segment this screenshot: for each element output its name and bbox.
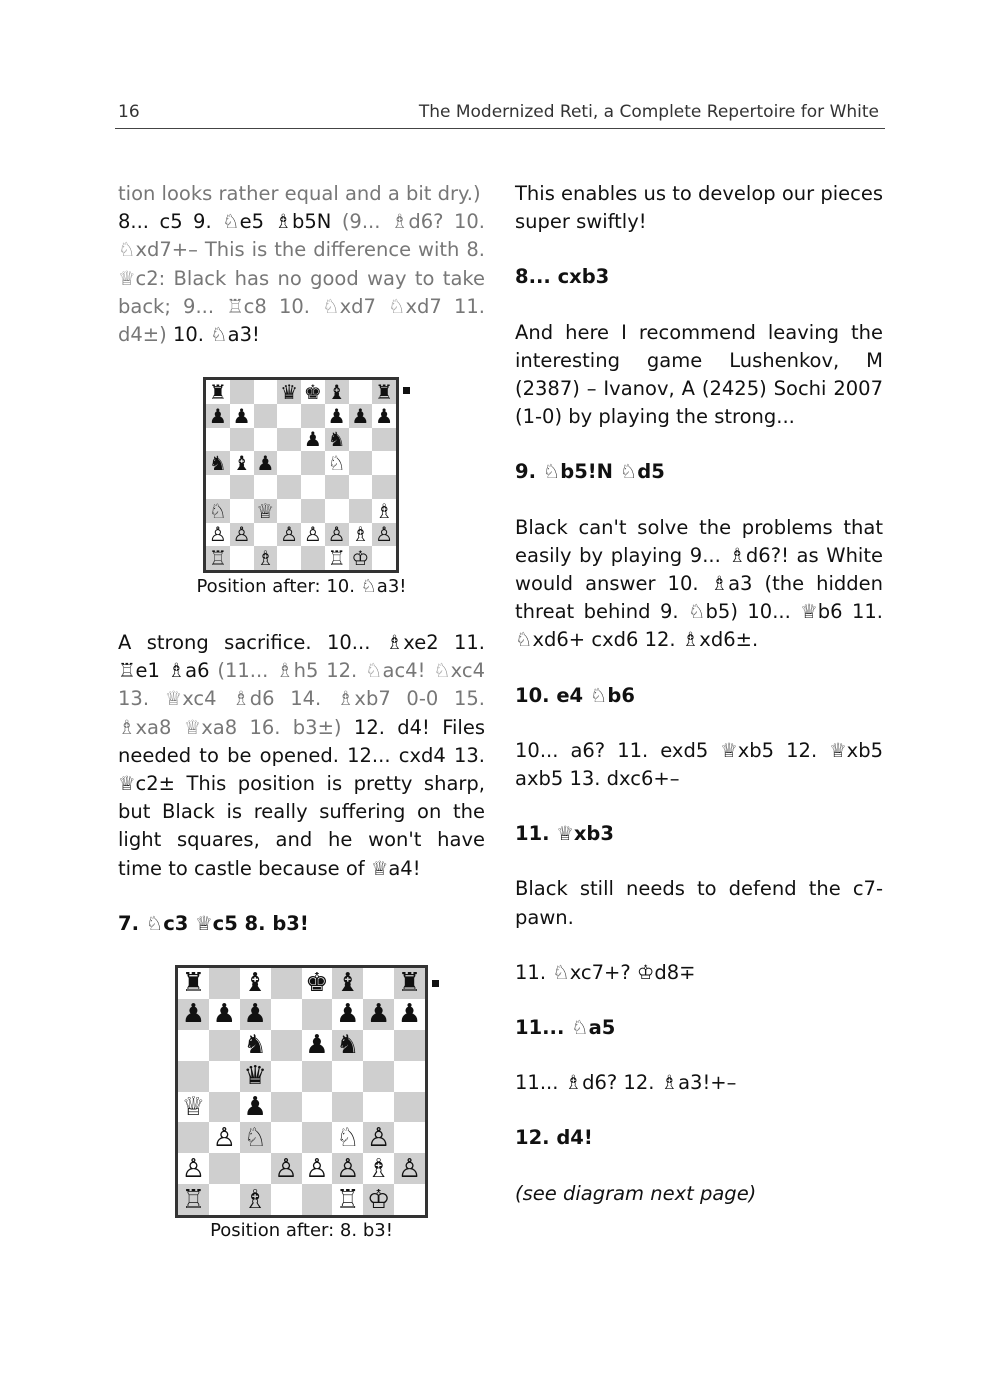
chess-piece-icon: ♗ xyxy=(367,1153,391,1184)
board-square xyxy=(271,1122,302,1153)
page-number: 16 xyxy=(118,102,140,122)
board-square xyxy=(209,1184,240,1215)
board-square xyxy=(206,523,230,547)
board-square xyxy=(363,968,394,999)
board-square xyxy=(394,1153,425,1184)
side-to-move-marker xyxy=(432,980,439,987)
chess-piece-icon: ♟ xyxy=(243,999,267,1030)
board-square xyxy=(325,475,349,499)
board-square xyxy=(277,451,301,475)
chess-piece-icon: ♟ xyxy=(336,999,360,1030)
board-square xyxy=(209,1061,240,1092)
board-square xyxy=(277,475,301,499)
board-square xyxy=(302,1092,333,1123)
board-square xyxy=(302,968,333,999)
board-square xyxy=(206,451,230,475)
board-square xyxy=(301,451,325,475)
board-square xyxy=(363,999,394,1030)
chess-piece-icon: ♟ xyxy=(208,403,227,428)
board-square xyxy=(332,968,363,999)
board-square xyxy=(209,1030,240,1061)
chess-piece-icon: ♝ xyxy=(232,451,251,476)
board-square xyxy=(178,1184,209,1215)
variation-text: tion looks rather equal and a bit dry.) xyxy=(118,182,481,205)
chess-piece-icon: ♞ xyxy=(327,427,346,452)
chess-piece-icon: ♙ xyxy=(181,1153,206,1184)
board-square xyxy=(394,1122,425,1153)
board-square xyxy=(301,523,325,547)
board-square xyxy=(363,1153,394,1184)
chess-piece-icon: ♖ xyxy=(181,1184,206,1215)
board-square xyxy=(349,523,373,547)
board-square xyxy=(394,1184,425,1215)
chess-piece-icon: ♙ xyxy=(375,522,394,547)
chess-piece-icon: ♗ xyxy=(351,522,370,547)
board-square xyxy=(363,1061,394,1092)
left-column-middle xyxy=(118,629,485,938)
chess-piece-icon: ♜ xyxy=(208,379,227,404)
board-square xyxy=(372,451,396,475)
board-square xyxy=(240,1153,271,1184)
board-square xyxy=(332,1092,363,1123)
board-square xyxy=(277,523,301,547)
board-square xyxy=(254,499,278,523)
chess-piece-icon: ♗ xyxy=(256,546,275,571)
right-column xyxy=(515,180,883,1235)
paragraph: 11... ♗d6? 12. ♗a3!+– xyxy=(515,1071,737,1095)
side-to-move-marker xyxy=(403,387,410,394)
board-square xyxy=(254,475,278,499)
board-square xyxy=(325,499,349,523)
chess-piece-icon: ♕ xyxy=(256,498,275,523)
board-square xyxy=(372,499,396,523)
board-square xyxy=(271,999,302,1030)
chess-piece-icon: ♟ xyxy=(212,999,236,1030)
move-heading: 9. ♘b5!N ♘d5 xyxy=(515,460,665,484)
board-square xyxy=(240,999,271,1030)
chess-piece-icon: ♔ xyxy=(367,1184,391,1215)
board-square xyxy=(209,1122,240,1153)
board-square xyxy=(240,1061,271,1092)
paragraph: 11. ♘xc7+? ♔d8∓ xyxy=(515,960,696,984)
chess-piece-icon: ♜ xyxy=(397,968,422,999)
board-square xyxy=(206,546,230,570)
board-square xyxy=(254,428,278,452)
variation-text: (9... ♗d6? 10. ♘xd7+– This is the difference with 8. ♕c2: Black has no good way to take back; 9... ♖c8 10. ♘xd7 ♘xd7 11. d4±) xyxy=(118,210,485,347)
chess-piece-icon: ♟ xyxy=(243,1091,267,1122)
board-square xyxy=(301,546,325,570)
chess-piece-icon: ♝ xyxy=(327,379,346,404)
board-square xyxy=(372,523,396,547)
chess-piece-icon: ♖ xyxy=(327,546,346,571)
paragraph-note: (see diagram next page) xyxy=(515,1181,757,1205)
board-square xyxy=(301,404,325,428)
chess-piece-icon: ♔ xyxy=(351,546,370,571)
board-square xyxy=(325,546,349,570)
chess-piece-icon: ♙ xyxy=(327,522,346,547)
board-square xyxy=(349,380,373,404)
paragraph: Black can't solve the problems that easily by playing 9... ♗d6?! as White would answer 10. ♗a3 (the hidden threat behind 9. ♘b5) 10... ♕b6 11. ♘xd6+ cxd6 12. ♗xd6±. xyxy=(515,515,883,652)
left-column-top xyxy=(118,180,485,349)
chess-piece-icon: ♙ xyxy=(212,1122,236,1153)
board-square xyxy=(325,428,349,452)
board-square xyxy=(349,404,373,428)
board-square xyxy=(394,999,425,1030)
board-square xyxy=(271,1153,302,1184)
chess-piece-icon: ♟ xyxy=(303,427,322,452)
board-square xyxy=(271,968,302,999)
board-square xyxy=(277,428,301,452)
chess-piece-icon: ♙ xyxy=(305,1153,329,1184)
chess-piece-icon: ♝ xyxy=(243,968,267,999)
board-square xyxy=(332,999,363,1030)
move-heading: 12. d4! xyxy=(515,1126,593,1150)
chess-piece-icon: ♜ xyxy=(181,968,206,999)
board-square xyxy=(206,404,230,428)
board-square xyxy=(254,380,278,404)
board-square xyxy=(240,1184,271,1215)
board-square xyxy=(332,1184,363,1215)
board-square xyxy=(277,404,301,428)
chess-piece-icon: ♘ xyxy=(336,1122,360,1153)
mainline-text: 8... c5 9. ♘e5 ♗b5N xyxy=(118,210,332,234)
board-square xyxy=(206,428,230,452)
board-square xyxy=(301,380,325,404)
board-square xyxy=(209,999,240,1030)
paragraph-intro xyxy=(118,180,485,349)
board-square xyxy=(302,1030,333,1061)
board-square xyxy=(230,428,254,452)
board-square xyxy=(325,404,349,428)
board-square xyxy=(240,1092,271,1123)
move-heading: 11. ♕xb3 xyxy=(515,822,614,846)
board-square xyxy=(302,1061,333,1092)
board-square xyxy=(372,404,396,428)
board-square xyxy=(254,546,278,570)
board-square xyxy=(363,1122,394,1153)
board-square xyxy=(209,968,240,999)
mainline-text: 10. ♘a3! xyxy=(172,323,260,347)
paragraph: Black still needs to defend the c7-pawn. xyxy=(515,877,883,929)
mainline-text: A strong sacrifice. 10... ♗xe2 11. ♖e1 ♗a6 xyxy=(118,631,485,683)
board-square xyxy=(372,380,396,404)
board-square xyxy=(302,1153,333,1184)
board-square xyxy=(178,1092,209,1123)
board-square xyxy=(301,475,325,499)
board-square xyxy=(230,499,254,523)
chess-piece-icon: ♝ xyxy=(336,968,360,999)
chess-piece-icon: ♟ xyxy=(232,403,251,428)
board-square xyxy=(394,1030,425,1061)
board-square xyxy=(302,1184,333,1215)
chess-piece-icon: ♙ xyxy=(367,1122,391,1153)
board-square xyxy=(372,546,396,570)
move-heading: 8... cxb3 xyxy=(515,265,610,289)
mainline-text: 12. d4! Files needed to be opened. 12... cxd4 13. ♕c2± This position is pretty sharp, but Black is really suffering on the light squares, and he won't have time to castle because of ♕a4! xyxy=(118,715,486,880)
board-square xyxy=(178,1153,209,1184)
chess-piece-icon: ♟ xyxy=(256,451,275,476)
board-square xyxy=(178,1122,209,1153)
board-square xyxy=(240,968,271,999)
board-square xyxy=(230,451,254,475)
board-square xyxy=(230,546,254,570)
board-square xyxy=(254,404,278,428)
chessboard xyxy=(203,377,399,573)
chess-diagram-2 xyxy=(175,965,428,1218)
board-square xyxy=(206,499,230,523)
chess-piece-icon: ♞ xyxy=(336,1030,360,1061)
chess-piece-icon: ♘ xyxy=(243,1122,267,1153)
board-square xyxy=(271,1092,302,1123)
chess-piece-icon: ♟ xyxy=(351,403,370,428)
chess-piece-icon: ♟ xyxy=(181,999,206,1030)
board-square xyxy=(332,1122,363,1153)
board-square xyxy=(240,1122,271,1153)
paragraph: 10... a6? 11. exd5 ♕xb5 12. ♕xb5 axb5 13. dxc6+– xyxy=(515,738,883,791)
board-square xyxy=(363,1030,394,1061)
chess-piece-icon: ♟ xyxy=(367,999,391,1030)
chess-piece-icon: ♖ xyxy=(208,546,227,571)
chess-piece-icon: ♛ xyxy=(243,1061,267,1092)
board-square xyxy=(372,428,396,452)
board-square xyxy=(349,546,373,570)
board-square xyxy=(271,1184,302,1215)
chess-piece-icon: ♞ xyxy=(208,451,227,476)
chess-piece-icon: ♙ xyxy=(232,522,251,547)
board-square xyxy=(178,1061,209,1092)
chess-piece-icon: ♙ xyxy=(280,522,299,547)
chess-piece-icon: ♛ xyxy=(280,379,299,404)
chess-diagram-1 xyxy=(203,377,399,573)
board-square xyxy=(240,1030,271,1061)
chess-piece-icon: ♕ xyxy=(181,1091,206,1122)
paragraph: This enables us to develop our pieces super swiftly! xyxy=(515,182,884,234)
board-square xyxy=(254,451,278,475)
board-square xyxy=(271,1061,302,1092)
chess-piece-icon: ♙ xyxy=(303,522,322,547)
chess-piece-icon: ♘ xyxy=(327,451,346,476)
board-square xyxy=(302,1122,333,1153)
chess-piece-icon: ♙ xyxy=(397,1153,422,1184)
board-square xyxy=(325,523,349,547)
board-square xyxy=(230,523,254,547)
board-square xyxy=(325,451,349,475)
board-square xyxy=(301,428,325,452)
chess-piece-icon: ♗ xyxy=(375,498,394,523)
chess-piece-icon: ♙ xyxy=(274,1153,298,1184)
board-square xyxy=(230,404,254,428)
board-square xyxy=(254,523,278,547)
chessboard xyxy=(175,965,428,1218)
board-square xyxy=(178,999,209,1030)
board-square xyxy=(209,1092,240,1123)
board-square xyxy=(349,428,373,452)
chess-piece-icon: ♟ xyxy=(305,1030,329,1061)
chess-piece-icon: ♙ xyxy=(336,1153,360,1184)
move-heading: 10. e4 ♘b6 xyxy=(515,683,635,707)
board-square xyxy=(349,451,373,475)
chess-piece-icon: ♖ xyxy=(336,1184,360,1215)
board-square xyxy=(363,1092,394,1123)
board-square xyxy=(301,499,325,523)
chess-piece-icon: ♚ xyxy=(305,968,329,999)
chess-piece-icon: ♟ xyxy=(397,999,422,1030)
board-square xyxy=(277,546,301,570)
paragraph-sacrifice xyxy=(118,629,485,883)
board-square xyxy=(394,968,425,999)
board-square xyxy=(230,475,254,499)
board-square xyxy=(349,475,373,499)
board-square xyxy=(178,1030,209,1061)
board-square xyxy=(206,380,230,404)
chess-piece-icon: ♘ xyxy=(208,498,227,523)
running-title: The Modernized Reti, a Complete Repertoire for White xyxy=(418,102,879,122)
chess-piece-icon: ♟ xyxy=(327,403,346,428)
board-square xyxy=(302,999,333,1030)
board-square xyxy=(372,475,396,499)
board-square xyxy=(271,1030,302,1061)
board-square xyxy=(332,1153,363,1184)
chess-piece-icon: ♜ xyxy=(375,379,394,404)
page-header xyxy=(115,98,885,129)
chess-piece-icon: ♟ xyxy=(375,403,394,428)
board-square xyxy=(363,1184,394,1215)
board-square xyxy=(394,1061,425,1092)
board-square xyxy=(277,380,301,404)
variation-text: (11... ♗h5 12. ♘ac4! ♘xc4 13. ♕xc4 ♗d6 14. ♗xb7 0-0 15. ♗xa8 ♕xa8 16. b3±) xyxy=(118,659,486,739)
chess-piece-icon: ♞ xyxy=(243,1030,267,1061)
chess-piece-icon: ♚ xyxy=(303,379,322,404)
board-square xyxy=(325,380,349,404)
board-square xyxy=(277,499,301,523)
move-heading: 7. ♘c3 ♕c5 8. b3! xyxy=(118,911,309,935)
board-square xyxy=(349,499,373,523)
paragraph: And here I recommend leaving the interesting game Lushenkov, M (2387) – Ivanov, A (2425) Sochi 2007 (1-0) by playing the strong... xyxy=(515,320,883,429)
board-square xyxy=(332,1061,363,1092)
board-square xyxy=(332,1030,363,1061)
board-square xyxy=(230,380,254,404)
move-heading: 11... ♘a5 xyxy=(515,1016,616,1040)
board-square xyxy=(209,1153,240,1184)
board-square xyxy=(206,475,230,499)
diagram-caption-1: Position after: 10. ♘a3! xyxy=(196,576,407,597)
board-square xyxy=(394,1092,425,1123)
chess-piece-icon: ♗ xyxy=(243,1184,267,1215)
board-square xyxy=(178,968,209,999)
diagram-caption-2: Position after: 8. b3! xyxy=(210,1220,393,1241)
chess-piece-icon: ♙ xyxy=(208,522,227,547)
